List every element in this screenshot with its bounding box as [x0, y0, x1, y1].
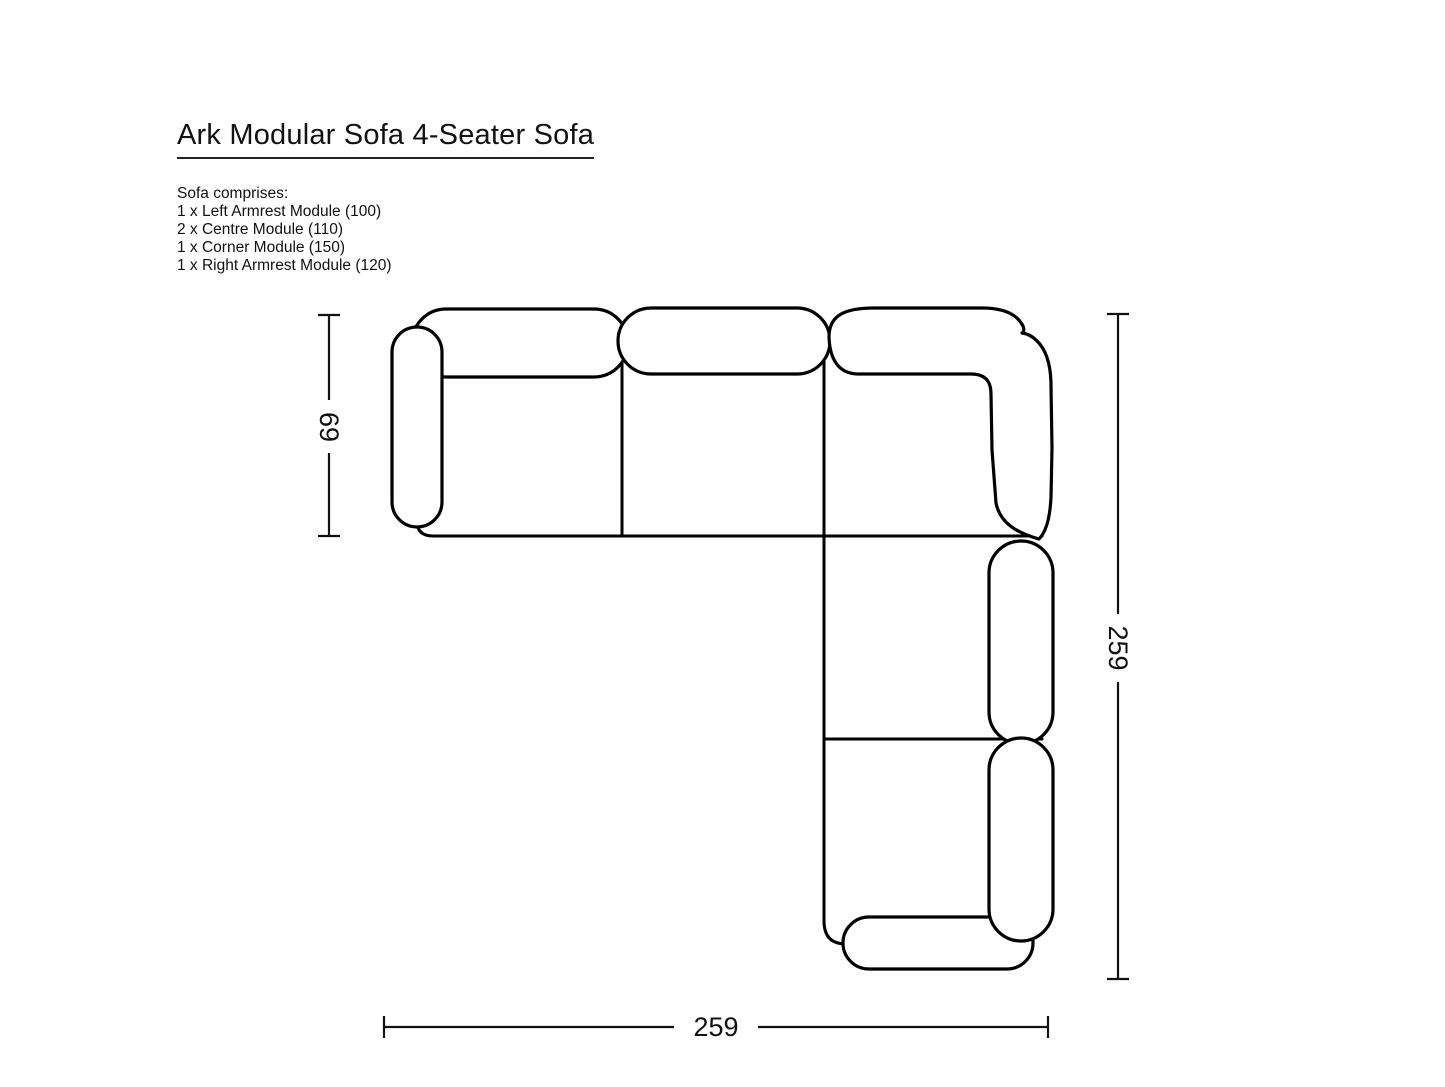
dim-label-overall-width: 259 — [693, 1012, 739, 1042]
composition-item: 2 x Centre Module (110) — [177, 221, 343, 238]
seat-front-edge — [417, 498, 1042, 536]
page-title: Ark Modular Sofa 4-Seater Sofa — [177, 120, 594, 159]
dim-label-module-depth: 69 — [314, 411, 344, 443]
backrest-cushion-chaise-lower — [989, 738, 1053, 941]
composition-item: 1 x Right Armrest Module (120) — [177, 257, 392, 274]
composition-item: 1 x Corner Module (150) — [177, 239, 345, 256]
backrest-cushion-corner — [829, 308, 1052, 539]
backrest-cushion-chaise-upper — [989, 541, 1053, 744]
composition-item: 1 x Left Armrest Module (100) — [177, 203, 382, 220]
armrest-left — [392, 327, 442, 527]
backrest-cushion-left — [412, 309, 628, 377]
backrest-cushion-centre — [618, 308, 830, 374]
composition-heading: Sofa comprises: — [177, 185, 289, 202]
dim-label-overall-depth: 259 — [1103, 625, 1133, 671]
